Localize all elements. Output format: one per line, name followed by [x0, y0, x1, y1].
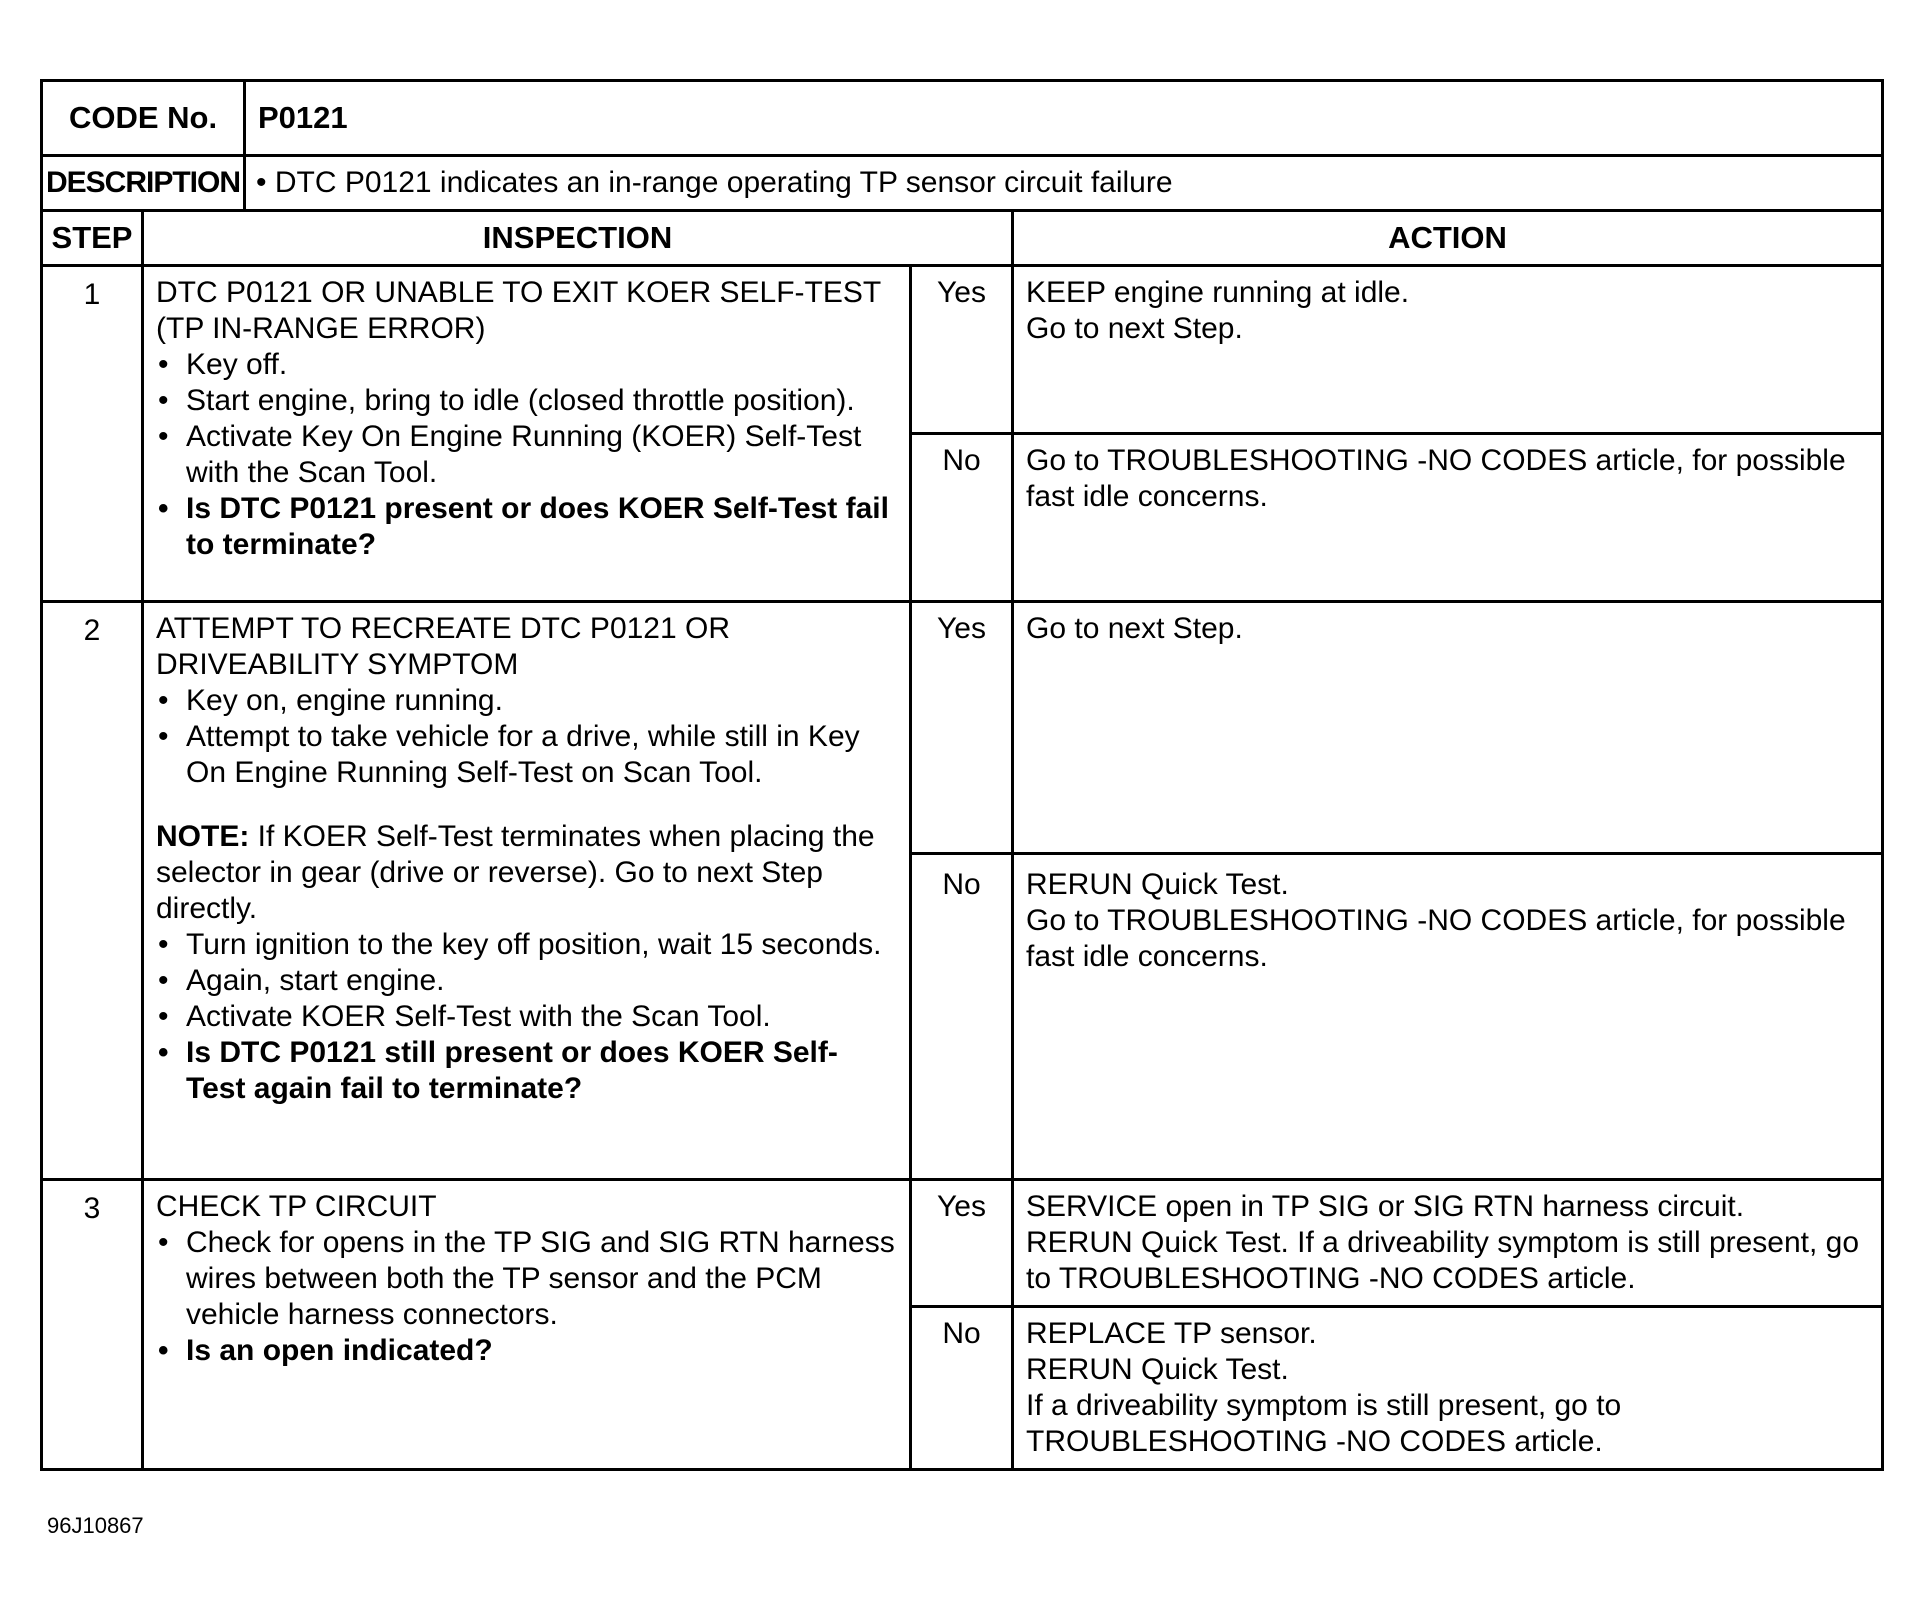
action-line: Go to next Step.	[1026, 612, 1243, 645]
step-number: 2	[42, 602, 143, 1180]
code-row	[42, 81, 1883, 156]
step-inspection	[143, 1180, 911, 1470]
inspection-bullet: • Start engine, bring to idle (closed throttle position).	[156, 383, 895, 419]
column-headers	[42, 211, 1883, 266]
inspection-bullet: • Activate Key On Engine Running (KOER) Self-Test with the Scan Tool.	[156, 419, 895, 491]
action-line: If a driveability symptom is still present, go to TROUBLESHOOTING -NO CODES article.	[1026, 1389, 1622, 1458]
no-action	[1013, 854, 1883, 1180]
inspection-bullet: • Turn ignition to the key off position, wait 15 seconds.	[156, 927, 895, 963]
steps-table	[40, 209, 1884, 1471]
step-title: DTC P0121 OR UNABLE TO EXIT KOER SELF-TEST (TP IN-RANGE ERROR)	[156, 276, 881, 345]
inspection-question: • Is an open indicated?	[156, 1333, 895, 1369]
yes-label: Yes	[911, 602, 1013, 854]
action-line: Go to TROUBLESHOOTING -NO CODES article, for possible fast idle concerns.	[1026, 444, 1846, 513]
code-value: P0121	[245, 81, 1883, 156]
action-line: REPLACE TP sensor.	[1026, 1317, 1317, 1350]
action-line: SERVICE open in TP SIG or SIG RTN harness circuit.	[1026, 1190, 1745, 1223]
action-line: RERUN Quick Test. If a driveability symptom is still present, go to TROUBLESHOOTING -NO CODES article.	[1026, 1226, 1860, 1295]
step-inspection	[143, 266, 911, 602]
inspection-bullet: • Key on, engine running.	[156, 683, 895, 719]
header-table	[40, 79, 1884, 212]
step-title: CHECK TP CIRCUIT	[156, 1190, 437, 1223]
inspection-bullet: • Key off.	[156, 347, 895, 383]
action-line: Go to TROUBLESHOOTING -NO CODES article, for possible fast idle concerns.	[1026, 904, 1846, 973]
no-label: No	[911, 1307, 1013, 1470]
note-label: NOTE:	[156, 820, 250, 853]
inspection-column-header: INSPECTION	[143, 211, 1013, 266]
step-row	[42, 266, 1883, 434]
no-label: No	[911, 854, 1013, 1180]
inspection-bullet: • Again, start engine.	[156, 963, 895, 999]
action-column-header: ACTION	[1013, 211, 1883, 266]
inspection-note	[156, 819, 895, 927]
step-inspection	[143, 602, 911, 1180]
inspection-question: • Is DTC P0121 still present or does KOER Self-Test again fail to terminate?	[156, 1035, 895, 1107]
step-number: 3	[42, 1180, 143, 1470]
step-title: ATTEMPT TO RECREATE DTC P0121 OR DRIVEABILITY SYMPTOM	[156, 612, 731, 681]
diagnostic-chart	[40, 79, 1884, 1471]
inspection-question: • Is DTC P0121 present or does KOER Self-Test fail to terminate?	[156, 491, 895, 563]
description-label: DESCRIPTION	[42, 156, 245, 211]
step-number: 1	[42, 266, 143, 602]
no-label: No	[911, 434, 1013, 602]
inspection-bullet: • Attempt to take vehicle for a drive, while still in Key On Engine Running Self-Test on Scan Tool.	[156, 719, 895, 791]
yes-action	[1013, 266, 1883, 434]
inspection-bullet: • Activate KOER Self-Test with the Scan Tool.	[156, 999, 895, 1035]
action-line: RERUN Quick Test.	[1026, 1353, 1289, 1386]
step-row	[42, 602, 1883, 854]
yes-action	[1013, 602, 1883, 854]
yes-label: Yes	[911, 1180, 1013, 1307]
no-action	[1013, 434, 1883, 602]
action-line: KEEP engine running at idle.	[1026, 276, 1410, 309]
step-row	[42, 1180, 1883, 1307]
code-label: CODE No.	[42, 81, 245, 156]
step-column-header: STEP	[42, 211, 143, 266]
description-row	[42, 156, 1883, 211]
description-value: • DTC P0121 indicates an in-range operating TP sensor circuit failure	[245, 156, 1883, 211]
no-action	[1013, 1307, 1883, 1470]
yes-label: Yes	[911, 266, 1013, 434]
inspection-bullet: • Check for opens in the TP SIG and SIG RTN harness wires between both the TP sensor and the PCM vehicle harness connectors.	[156, 1225, 895, 1333]
action-line: RERUN Quick Test.	[1026, 868, 1289, 901]
yes-action	[1013, 1180, 1883, 1307]
action-line: Go to next Step.	[1026, 312, 1243, 345]
figure-code: 96J10867	[47, 1513, 144, 1538]
note-text: If KOER Self-Test terminates when placing the selector in gear (drive or reverse). Go to next Step directly.	[156, 820, 875, 925]
